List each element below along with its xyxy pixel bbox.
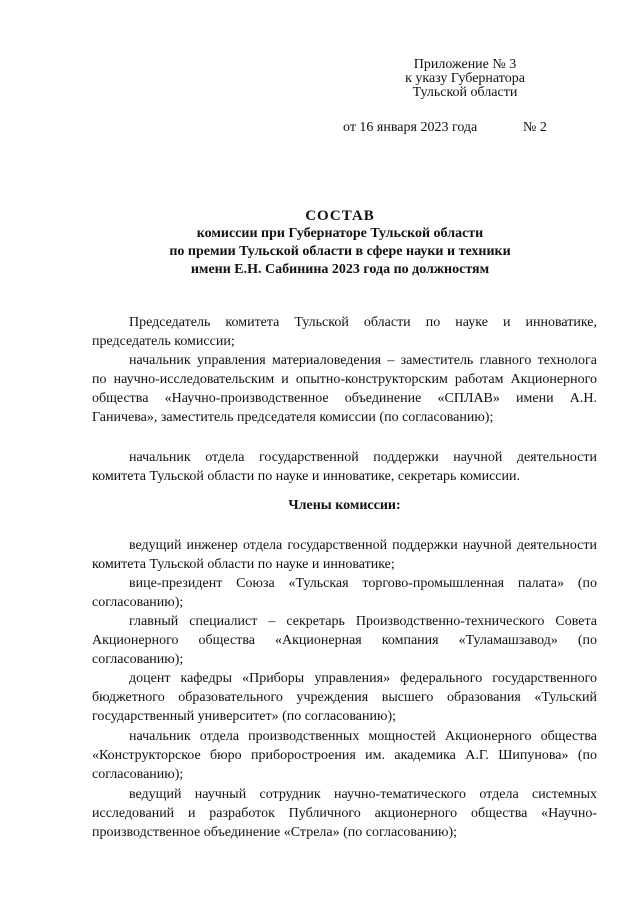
member-item: вице-президент Союза «Тульская торгово-промышленная палата» (по согласованию);: [92, 576, 597, 610]
decree-number: № 2: [523, 120, 547, 135]
decree-date-line: [343, 120, 547, 136]
title-line-2: комиссии при Губернаторе Тульской области: [196, 226, 484, 241]
appendix-region: Тульской области: [412, 85, 518, 100]
decree-date: от 16 января 2023 года: [343, 120, 478, 135]
appendix-number: Приложение № 3: [413, 57, 517, 72]
title-line-3: по премии Тульской области в сфере науки и техники: [169, 244, 511, 259]
title-line-4: имени Е.Н. Сабинина 2023 года по должностям: [190, 262, 490, 277]
secretary-paragraph: начальник отдела государственной поддержки научной деятельности комитета Тульской области по науке и инноватике, секретарь комиссии.: [92, 450, 597, 484]
member-item: доцент кафедры «Приборы управления» федерального государственного бюджетного образовательного учреждения высшего образования «Тульский государственный университет» (по согласованию);: [92, 671, 597, 724]
member-item: ведущий научный сотрудник научно-тематического отдела системных исследований и разработок Публичного акционерного общества «Научно-производственное объединение «Стрела» (по согласованию);: [92, 787, 597, 840]
members-heading: Члены комиссии:: [288, 498, 401, 513]
member-item: ведущий инженер отдела государственной поддержки научной деятельности комитета Тульской области по науке и инноватике;: [92, 538, 597, 572]
appendix-decree-ref: к указу Губернатора: [405, 71, 525, 86]
document-title: [60, 207, 620, 279]
member-item: главный специалист – секретарь Производственно-технического Совета Акционерного общества «Акционерная компания «Туламашзавод» (по согласованию);: [92, 614, 597, 667]
title-main: СОСТАВ: [305, 208, 375, 224]
member-item: начальник отдела производственных мощностей Акционерного общества «Конструкторское бюро приборостроения им. академика А.Г. Шипунова» (по согласованию);: [92, 729, 597, 782]
appendix-header: [395, 58, 535, 100]
vice-chairman-paragraph: начальник управления материаловедения – заместитель главного технолога по научно-исследовательским и опытно-конструкторским работам Акционерного общества «Научно-производственное объединение «СПЛАВ» имени А.Н. Ганичева», заместитель председателя комиссии (по согласованию);: [92, 353, 597, 425]
chairman-paragraph: Председатель комитета Тульской области по науке и инноватике, председатель комиссии;: [92, 315, 597, 349]
